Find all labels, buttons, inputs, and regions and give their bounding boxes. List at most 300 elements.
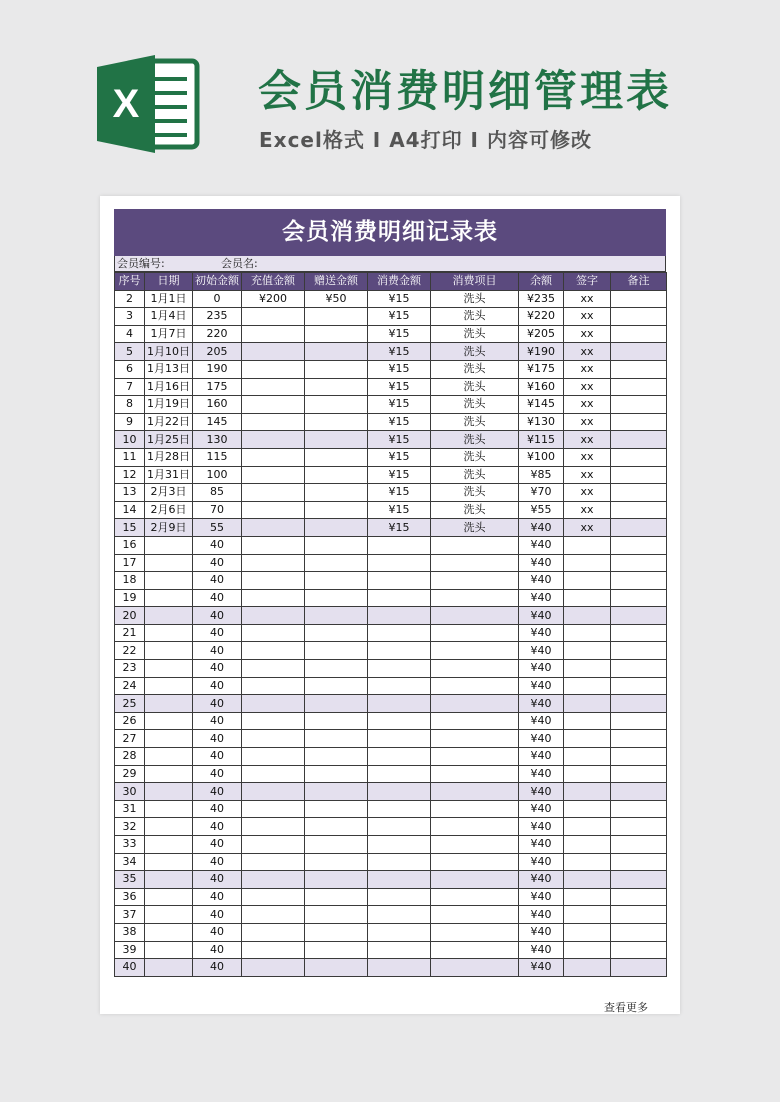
- table-cell[interactable]: 7: [115, 378, 145, 396]
- table-cell[interactable]: 1月22日: [145, 413, 193, 431]
- table-cell[interactable]: [368, 589, 431, 607]
- table-cell[interactable]: [431, 624, 519, 642]
- table-cell[interactable]: 35: [115, 871, 145, 889]
- table-cell[interactable]: 220: [193, 325, 242, 343]
- table-cell[interactable]: [611, 308, 667, 326]
- table-cell[interactable]: [145, 748, 193, 766]
- table-cell[interactable]: [305, 308, 368, 326]
- table-cell[interactable]: 130: [193, 431, 242, 449]
- table-cell[interactable]: 55: [193, 519, 242, 537]
- table-cell[interactable]: [305, 730, 368, 748]
- table-cell[interactable]: ¥40: [519, 572, 564, 590]
- table-cell[interactable]: [242, 466, 305, 484]
- table-cell[interactable]: [145, 660, 193, 678]
- table-cell[interactable]: [611, 536, 667, 554]
- table-cell[interactable]: [431, 871, 519, 889]
- table-cell[interactable]: ¥190: [519, 343, 564, 361]
- table-cell[interactable]: 洗头: [431, 378, 519, 396]
- table-cell[interactable]: [145, 818, 193, 836]
- table-cell[interactable]: 22: [115, 642, 145, 660]
- table-cell[interactable]: [431, 853, 519, 871]
- table-cell[interactable]: 40: [193, 554, 242, 572]
- table-cell[interactable]: [611, 906, 667, 924]
- table-cell[interactable]: xx: [564, 519, 611, 537]
- table-cell[interactable]: [564, 906, 611, 924]
- table-cell[interactable]: 40: [193, 624, 242, 642]
- table-cell[interactable]: [242, 607, 305, 625]
- table-cell[interactable]: 洗头: [431, 325, 519, 343]
- table-cell[interactable]: [431, 589, 519, 607]
- table-cell[interactable]: [242, 448, 305, 466]
- table-cell[interactable]: [564, 959, 611, 977]
- table-cell[interactable]: [431, 660, 519, 678]
- table-cell[interactable]: [242, 501, 305, 519]
- table-cell[interactable]: ¥40: [519, 888, 564, 906]
- table-cell[interactable]: [611, 290, 667, 308]
- table-cell[interactable]: ¥15: [368, 360, 431, 378]
- table-cell[interactable]: 40: [193, 923, 242, 941]
- table-cell[interactable]: [564, 748, 611, 766]
- table-cell[interactable]: xx: [564, 308, 611, 326]
- table-cell[interactable]: xx: [564, 448, 611, 466]
- table-cell[interactable]: [242, 765, 305, 783]
- table-cell[interactable]: ¥175: [519, 360, 564, 378]
- table-cell[interactable]: [431, 941, 519, 959]
- table-cell[interactable]: [611, 888, 667, 906]
- table-cell[interactable]: [368, 748, 431, 766]
- table-cell[interactable]: ¥15: [368, 325, 431, 343]
- table-cell[interactable]: [145, 730, 193, 748]
- table-cell[interactable]: 38: [115, 923, 145, 941]
- table-cell[interactable]: [145, 572, 193, 590]
- table-cell[interactable]: 12: [115, 466, 145, 484]
- table-cell[interactable]: [368, 853, 431, 871]
- table-cell[interactable]: [611, 519, 667, 537]
- table-cell[interactable]: ¥40: [519, 765, 564, 783]
- table-cell[interactable]: [611, 484, 667, 502]
- table-cell[interactable]: [145, 765, 193, 783]
- table-cell[interactable]: ¥100: [519, 448, 564, 466]
- table-cell[interactable]: [305, 959, 368, 977]
- table-cell[interactable]: [145, 554, 193, 572]
- table-cell[interactable]: [564, 923, 611, 941]
- table-cell[interactable]: [242, 308, 305, 326]
- table-cell[interactable]: ¥130: [519, 413, 564, 431]
- table-cell[interactable]: 2月3日: [145, 484, 193, 502]
- table-cell[interactable]: ¥40: [519, 959, 564, 977]
- table-cell[interactable]: [368, 607, 431, 625]
- table-cell[interactable]: ¥40: [519, 871, 564, 889]
- table-cell[interactable]: [305, 431, 368, 449]
- table-cell[interactable]: 40: [193, 941, 242, 959]
- table-cell[interactable]: [305, 871, 368, 889]
- table-cell[interactable]: [368, 836, 431, 854]
- table-cell[interactable]: [145, 941, 193, 959]
- table-cell[interactable]: 洗头: [431, 413, 519, 431]
- table-cell[interactable]: [242, 484, 305, 502]
- table-cell[interactable]: ¥40: [519, 519, 564, 537]
- table-cell[interactable]: 40: [193, 677, 242, 695]
- table-cell[interactable]: [611, 800, 667, 818]
- table-cell[interactable]: [305, 923, 368, 941]
- table-cell[interactable]: [242, 519, 305, 537]
- table-cell[interactable]: [611, 941, 667, 959]
- table-cell[interactable]: [305, 818, 368, 836]
- table-cell[interactable]: ¥15: [368, 413, 431, 431]
- table-cell[interactable]: [431, 642, 519, 660]
- table-cell[interactable]: [431, 765, 519, 783]
- table-cell[interactable]: [242, 853, 305, 871]
- table-cell[interactable]: xx: [564, 360, 611, 378]
- table-cell[interactable]: [611, 712, 667, 730]
- table-cell[interactable]: [242, 941, 305, 959]
- table-cell[interactable]: [242, 360, 305, 378]
- table-cell[interactable]: [564, 642, 611, 660]
- table-cell[interactable]: 16: [115, 536, 145, 554]
- table-cell[interactable]: ¥115: [519, 431, 564, 449]
- table-cell[interactable]: [431, 888, 519, 906]
- table-cell[interactable]: [368, 906, 431, 924]
- table-cell[interactable]: ¥15: [368, 308, 431, 326]
- table-cell[interactable]: 25: [115, 695, 145, 713]
- table-cell[interactable]: 0: [193, 290, 242, 308]
- table-cell[interactable]: [564, 871, 611, 889]
- table-cell[interactable]: [564, 712, 611, 730]
- table-cell[interactable]: ¥15: [368, 431, 431, 449]
- table-cell[interactable]: [305, 712, 368, 730]
- table-cell[interactable]: 33: [115, 836, 145, 854]
- table-cell[interactable]: [611, 325, 667, 343]
- table-cell[interactable]: [564, 660, 611, 678]
- table-cell[interactable]: 145: [193, 413, 242, 431]
- table-cell[interactable]: ¥40: [519, 677, 564, 695]
- table-cell[interactable]: 17: [115, 554, 145, 572]
- table-cell[interactable]: [611, 396, 667, 414]
- table-cell[interactable]: [611, 695, 667, 713]
- table-cell[interactable]: [305, 748, 368, 766]
- table-cell[interactable]: ¥15: [368, 448, 431, 466]
- table-cell[interactable]: [431, 607, 519, 625]
- table-cell[interactable]: [305, 501, 368, 519]
- table-cell[interactable]: [145, 959, 193, 977]
- table-cell[interactable]: [305, 941, 368, 959]
- table-cell[interactable]: ¥40: [519, 730, 564, 748]
- table-cell[interactable]: xx: [564, 466, 611, 484]
- table-cell[interactable]: 36: [115, 888, 145, 906]
- table-cell[interactable]: [242, 800, 305, 818]
- table-cell[interactable]: [145, 888, 193, 906]
- table-cell[interactable]: [368, 572, 431, 590]
- table-cell[interactable]: ¥40: [519, 712, 564, 730]
- table-cell[interactable]: 13: [115, 484, 145, 502]
- table-cell[interactable]: [611, 642, 667, 660]
- table-cell[interactable]: 40: [193, 783, 242, 801]
- table-cell[interactable]: [611, 748, 667, 766]
- table-cell[interactable]: xx: [564, 343, 611, 361]
- table-cell[interactable]: ¥40: [519, 783, 564, 801]
- table-cell[interactable]: [611, 501, 667, 519]
- table-cell[interactable]: xx: [564, 378, 611, 396]
- table-cell[interactable]: [305, 343, 368, 361]
- table-cell[interactable]: 31: [115, 800, 145, 818]
- table-cell[interactable]: [564, 800, 611, 818]
- table-cell[interactable]: [145, 536, 193, 554]
- table-cell[interactable]: 5: [115, 343, 145, 361]
- table-cell[interactable]: [611, 572, 667, 590]
- table-cell[interactable]: 1月19日: [145, 396, 193, 414]
- table-cell[interactable]: [368, 642, 431, 660]
- table-cell[interactable]: [305, 888, 368, 906]
- table-cell[interactable]: [611, 853, 667, 871]
- table-cell[interactable]: 11: [115, 448, 145, 466]
- table-cell[interactable]: [145, 607, 193, 625]
- table-cell[interactable]: 40: [193, 959, 242, 977]
- table-cell[interactable]: [305, 536, 368, 554]
- table-cell[interactable]: [611, 343, 667, 361]
- table-cell[interactable]: xx: [564, 501, 611, 519]
- table-cell[interactable]: [145, 836, 193, 854]
- table-cell[interactable]: ¥40: [519, 906, 564, 924]
- table-cell[interactable]: ¥40: [519, 748, 564, 766]
- table-cell[interactable]: [431, 818, 519, 836]
- table-cell[interactable]: [242, 536, 305, 554]
- table-cell[interactable]: 40: [193, 765, 242, 783]
- table-cell[interactable]: 10: [115, 431, 145, 449]
- table-cell[interactable]: [611, 818, 667, 836]
- table-cell[interactable]: 26: [115, 712, 145, 730]
- table-cell[interactable]: ¥200: [242, 290, 305, 308]
- table-cell[interactable]: [611, 431, 667, 449]
- table-cell[interactable]: [305, 607, 368, 625]
- table-cell[interactable]: [242, 660, 305, 678]
- table-cell[interactable]: 40: [193, 800, 242, 818]
- table-cell[interactable]: 115: [193, 448, 242, 466]
- table-cell[interactable]: [431, 554, 519, 572]
- table-cell[interactable]: [564, 730, 611, 748]
- table-cell[interactable]: 30: [115, 783, 145, 801]
- table-cell[interactable]: xx: [564, 413, 611, 431]
- table-cell[interactable]: [431, 906, 519, 924]
- table-cell[interactable]: 洗头: [431, 308, 519, 326]
- table-cell[interactable]: 20: [115, 607, 145, 625]
- table-cell[interactable]: ¥40: [519, 554, 564, 572]
- table-cell[interactable]: [145, 695, 193, 713]
- table-cell[interactable]: [368, 695, 431, 713]
- table-cell[interactable]: [431, 730, 519, 748]
- view-more-link[interactable]: 查看更多: [604, 1001, 648, 1014]
- table-cell[interactable]: ¥160: [519, 378, 564, 396]
- table-cell[interactable]: [611, 959, 667, 977]
- table-cell[interactable]: [242, 818, 305, 836]
- table-cell[interactable]: xx: [564, 431, 611, 449]
- table-cell[interactable]: [305, 800, 368, 818]
- table-cell[interactable]: [564, 818, 611, 836]
- table-cell[interactable]: [145, 783, 193, 801]
- table-cell[interactable]: 1月13日: [145, 360, 193, 378]
- table-cell[interactable]: ¥15: [368, 501, 431, 519]
- table-cell[interactable]: [611, 677, 667, 695]
- table-cell[interactable]: [145, 677, 193, 695]
- table-cell[interactable]: [368, 660, 431, 678]
- table-cell[interactable]: [564, 695, 611, 713]
- table-cell[interactable]: [242, 624, 305, 642]
- table-cell[interactable]: [305, 396, 368, 414]
- table-cell[interactable]: [611, 871, 667, 889]
- table-cell[interactable]: [305, 413, 368, 431]
- table-cell[interactable]: 6: [115, 360, 145, 378]
- table-cell[interactable]: [145, 906, 193, 924]
- table-cell[interactable]: ¥15: [368, 466, 431, 484]
- table-cell[interactable]: 205: [193, 343, 242, 361]
- table-cell[interactable]: 40: [193, 906, 242, 924]
- table-cell[interactable]: 40: [193, 695, 242, 713]
- table-cell[interactable]: [564, 607, 611, 625]
- table-cell[interactable]: [368, 712, 431, 730]
- table-cell[interactable]: [305, 519, 368, 537]
- table-cell[interactable]: [564, 941, 611, 959]
- table-cell[interactable]: 40: [193, 748, 242, 766]
- table-cell[interactable]: 40: [193, 730, 242, 748]
- table-cell[interactable]: [145, 624, 193, 642]
- table-cell[interactable]: ¥55: [519, 501, 564, 519]
- table-cell[interactable]: [431, 677, 519, 695]
- table-cell[interactable]: [611, 448, 667, 466]
- table-cell[interactable]: 40: [193, 660, 242, 678]
- table-cell[interactable]: [242, 888, 305, 906]
- table-cell[interactable]: ¥205: [519, 325, 564, 343]
- table-cell[interactable]: [368, 923, 431, 941]
- table-cell[interactable]: [242, 871, 305, 889]
- table-cell[interactable]: ¥40: [519, 624, 564, 642]
- table-cell[interactable]: [145, 800, 193, 818]
- table-cell[interactable]: 40: [193, 818, 242, 836]
- table-cell[interactable]: [242, 343, 305, 361]
- table-cell[interactable]: 28: [115, 748, 145, 766]
- table-cell[interactable]: 洗头: [431, 501, 519, 519]
- table-cell[interactable]: [242, 748, 305, 766]
- table-cell[interactable]: [368, 730, 431, 748]
- table-cell[interactable]: 2: [115, 290, 145, 308]
- table-cell[interactable]: [611, 836, 667, 854]
- table-cell[interactable]: [305, 360, 368, 378]
- table-cell[interactable]: [145, 589, 193, 607]
- table-cell[interactable]: ¥15: [368, 484, 431, 502]
- table-cell[interactable]: 160: [193, 396, 242, 414]
- table-cell[interactable]: [368, 765, 431, 783]
- table-cell[interactable]: [368, 783, 431, 801]
- table-cell[interactable]: xx: [564, 290, 611, 308]
- table-cell[interactable]: 34: [115, 853, 145, 871]
- table-cell[interactable]: [242, 378, 305, 396]
- table-cell[interactable]: [368, 818, 431, 836]
- table-cell[interactable]: 40: [193, 853, 242, 871]
- table-cell[interactable]: [242, 396, 305, 414]
- table-cell[interactable]: [242, 836, 305, 854]
- table-cell[interactable]: [242, 695, 305, 713]
- table-cell[interactable]: 3: [115, 308, 145, 326]
- table-cell[interactable]: [431, 959, 519, 977]
- table-cell[interactable]: 洗头: [431, 448, 519, 466]
- table-cell[interactable]: [305, 572, 368, 590]
- table-cell[interactable]: [242, 906, 305, 924]
- table-cell[interactable]: 40: [193, 589, 242, 607]
- table-cell[interactable]: [242, 413, 305, 431]
- table-cell[interactable]: 洗头: [431, 466, 519, 484]
- table-cell[interactable]: [431, 748, 519, 766]
- table-cell[interactable]: xx: [564, 484, 611, 502]
- table-cell[interactable]: ¥15: [368, 396, 431, 414]
- table-cell[interactable]: [368, 677, 431, 695]
- table-cell[interactable]: xx: [564, 325, 611, 343]
- table-cell[interactable]: ¥40: [519, 607, 564, 625]
- table-cell[interactable]: [611, 624, 667, 642]
- table-cell[interactable]: [431, 923, 519, 941]
- table-cell[interactable]: ¥220: [519, 308, 564, 326]
- table-cell[interactable]: [431, 695, 519, 713]
- table-cell[interactable]: [242, 783, 305, 801]
- table-cell[interactable]: ¥235: [519, 290, 564, 308]
- table-cell[interactable]: 洗头: [431, 396, 519, 414]
- table-cell[interactable]: [611, 783, 667, 801]
- table-cell[interactable]: xx: [564, 396, 611, 414]
- table-cell[interactable]: [564, 589, 611, 607]
- table-cell[interactable]: [368, 536, 431, 554]
- table-cell[interactable]: 39: [115, 941, 145, 959]
- table-cell[interactable]: [564, 888, 611, 906]
- table-cell[interactable]: [431, 712, 519, 730]
- table-cell[interactable]: [368, 959, 431, 977]
- table-cell[interactable]: 175: [193, 378, 242, 396]
- table-cell[interactable]: 32: [115, 818, 145, 836]
- table-cell[interactable]: 190: [193, 360, 242, 378]
- table-cell[interactable]: ¥40: [519, 589, 564, 607]
- table-cell[interactable]: 9: [115, 413, 145, 431]
- table-cell[interactable]: [305, 466, 368, 484]
- table-cell[interactable]: 29: [115, 765, 145, 783]
- table-cell[interactable]: [431, 836, 519, 854]
- table-cell[interactable]: 洗头: [431, 519, 519, 537]
- table-cell[interactable]: 40: [193, 871, 242, 889]
- table-cell[interactable]: 洗头: [431, 431, 519, 449]
- table-cell[interactable]: [564, 554, 611, 572]
- table-cell[interactable]: ¥15: [368, 378, 431, 396]
- table-cell[interactable]: 1月25日: [145, 431, 193, 449]
- table-cell[interactable]: [305, 624, 368, 642]
- table-cell[interactable]: [431, 536, 519, 554]
- table-cell[interactable]: 1月4日: [145, 308, 193, 326]
- table-cell[interactable]: 14: [115, 501, 145, 519]
- table-cell[interactable]: [242, 325, 305, 343]
- table-cell[interactable]: ¥40: [519, 642, 564, 660]
- table-cell[interactable]: 23: [115, 660, 145, 678]
- table-cell[interactable]: 洗头: [431, 343, 519, 361]
- table-cell[interactable]: [431, 800, 519, 818]
- table-cell[interactable]: 1月1日: [145, 290, 193, 308]
- table-cell[interactable]: [145, 871, 193, 889]
- table-cell[interactable]: 27: [115, 730, 145, 748]
- table-cell[interactable]: [564, 572, 611, 590]
- table-cell[interactable]: [611, 765, 667, 783]
- table-cell[interactable]: 18: [115, 572, 145, 590]
- table-cell[interactable]: [611, 660, 667, 678]
- table-cell[interactable]: [564, 624, 611, 642]
- table-cell[interactable]: [145, 853, 193, 871]
- table-cell[interactable]: [305, 836, 368, 854]
- table-cell[interactable]: [305, 554, 368, 572]
- table-cell[interactable]: 40: [193, 607, 242, 625]
- table-cell[interactable]: [242, 572, 305, 590]
- table-cell[interactable]: 40: [193, 888, 242, 906]
